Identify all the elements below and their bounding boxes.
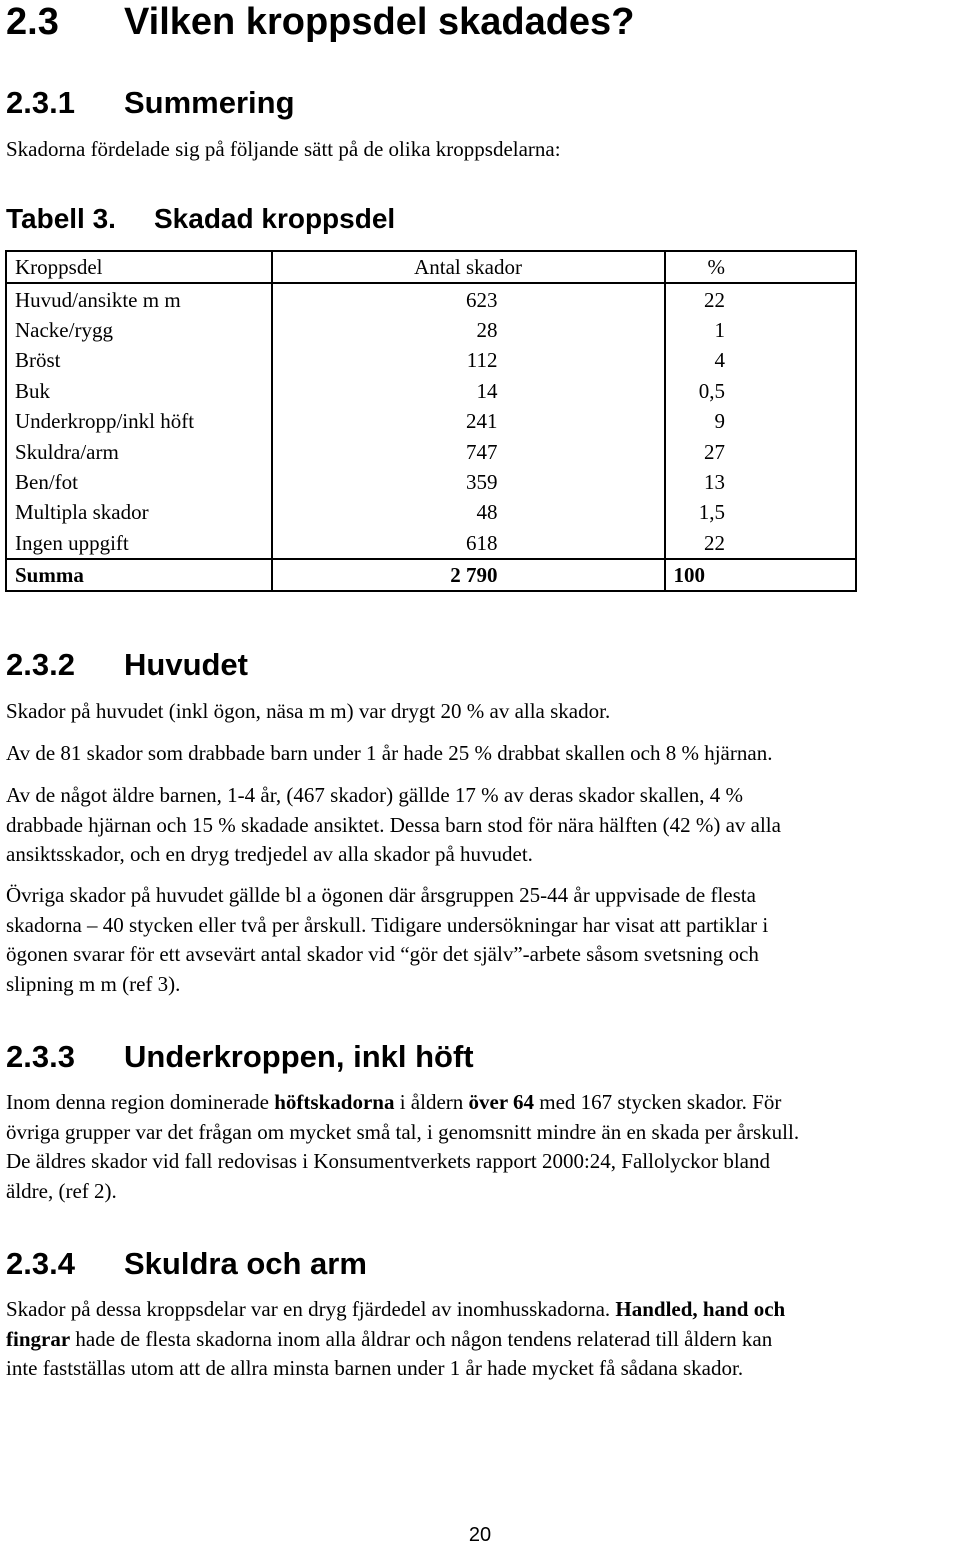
total-label: Summa xyxy=(6,559,272,591)
subsection-title: Summering xyxy=(124,85,295,120)
row-label: Huvud/ansikte m m xyxy=(6,283,272,314)
table-row xyxy=(6,345,856,375)
subsection-number: 2.3.1 xyxy=(6,85,75,120)
text-line xyxy=(6,1325,958,1355)
page-number: 20 xyxy=(468,1524,492,1546)
table-row xyxy=(6,406,856,436)
text-line: övriga grupper var det frågan om mycket små tal, i genomsnitt mindre än en skada per årskull. xyxy=(6,1119,800,1144)
text-line: Av de något äldre barnen, 1-4 år, (467 skador) gällde 17 % av deras skador skallen, 4 % xyxy=(6,783,744,807)
underkroppen-paragraph xyxy=(6,1088,958,1206)
row-percent: 13 xyxy=(704,469,725,494)
text-run: hade de flesta skadorna inom alla åldrar och någon tendens relaterad till åldern kan xyxy=(70,1326,773,1351)
text-run: i åldern xyxy=(394,1090,469,1114)
subsection-heading-skuldra xyxy=(6,1247,367,1281)
row-percent: 22 xyxy=(704,530,725,555)
text-line: äldre, (ref 2). xyxy=(6,1178,117,1203)
row-count: 623 xyxy=(272,283,665,314)
subsection-title: Underkroppen, inkl höft xyxy=(124,1039,474,1074)
row-percent: 1,5 xyxy=(698,500,725,525)
emphasis-age: över 64 xyxy=(468,1090,535,1114)
subsection-number: 2.3.3 xyxy=(6,1039,75,1074)
text-line: ögonen svarar för ett avsevärt antal skador vid “gör det själv”-arbete såsom svetsning och xyxy=(6,942,759,966)
row-percent: 22 xyxy=(704,287,725,312)
row-count: 747 xyxy=(272,436,665,466)
row-count: 112 xyxy=(272,345,665,375)
text-line: De äldres skador vid fall redovisas i Konsumentverkets rapport 2000:24, Fallolyckor bland xyxy=(6,1149,770,1173)
table-caption xyxy=(6,202,395,236)
table-caption-number: Tabell 3. xyxy=(6,203,116,234)
header-antal: Antal skador xyxy=(272,251,665,283)
row-percent: 4 xyxy=(714,348,725,373)
table-row xyxy=(6,497,856,527)
table-header-row xyxy=(6,251,856,283)
table-total-row xyxy=(6,559,856,591)
text-line: slipning m m (ref 3). xyxy=(6,971,181,996)
body-part-table xyxy=(5,250,857,592)
table-row xyxy=(6,315,856,345)
header-kroppsdel: Kroppsdel xyxy=(6,251,272,283)
emphasis-hip-injuries: höftskadorna xyxy=(274,1090,395,1114)
table-caption-title: Skadad kroppsdel xyxy=(154,203,396,234)
section-title: Vilken kroppsdel skadades? xyxy=(124,1,635,43)
summering-intro: Skadorna fördelade sig på följande sätt på de olika kroppsdelarna: xyxy=(6,137,561,161)
section-heading xyxy=(6,2,634,42)
table-row xyxy=(6,283,856,314)
text-line: inte fastställas utom att de allra minsta barnen under 1 år hade mycket få sådana skador. xyxy=(6,1356,744,1380)
huvudet-paragraph-4 xyxy=(6,881,958,999)
emphasis-fingers: fingrar xyxy=(6,1326,71,1351)
row-count: 28 xyxy=(272,315,665,345)
table-row xyxy=(6,467,856,497)
subsection-heading-underkroppen xyxy=(6,1040,474,1074)
huvudet-paragraph-3 xyxy=(6,781,958,870)
text-line xyxy=(6,1295,958,1325)
text-line: Övriga skador på huvudet gällde bl a ögonen där årsgruppen 25-44 år uppvisade de flesta xyxy=(6,883,756,907)
subsection-heading-huvudet xyxy=(6,648,248,682)
subsection-number: 2.3.2 xyxy=(6,647,75,682)
subsection-title: Huvudet xyxy=(124,647,248,682)
text-line: ansiktsskador, och en dryg tredjedel av alla skador på huvudet. xyxy=(6,842,533,866)
table-row xyxy=(6,436,856,466)
total-percent: 100 xyxy=(665,559,857,591)
text-line: skadorna – 40 stycken eller två per årskull. Tidigare undersökningar har visat att partiklar i xyxy=(6,912,769,937)
row-label: Ingen uppgift xyxy=(6,528,272,559)
huvudet-paragraph-1: Skador på huvudet (inkl ögon, näsa m m) var drygt 20 % av alla skador. xyxy=(6,699,611,723)
row-label: Underkropp/inkl höft xyxy=(6,406,272,436)
header-percent: % xyxy=(665,251,857,283)
row-label: Buk xyxy=(6,376,272,406)
row-percent: 9 xyxy=(714,409,725,434)
subsection-heading-summering xyxy=(6,86,295,120)
row-count: 359 xyxy=(272,467,665,497)
total-count: 2 790 xyxy=(272,559,665,591)
text-run: Skador på dessa kroppsdelar var en dryg fjärdedel av inomhusskadorna. xyxy=(6,1297,616,1321)
row-label: Ben/fot xyxy=(6,467,272,497)
subsection-title: Skuldra och arm xyxy=(124,1246,367,1281)
huvudet-paragraph-2: Av de 81 skador som drabbade barn under 1 år hade 25 % drabbat skallen och 8 % hjärnan. xyxy=(6,741,773,765)
row-label: Multipla skador xyxy=(6,497,272,527)
text-line xyxy=(6,1088,958,1118)
table-row xyxy=(6,528,856,559)
row-percent: 1 xyxy=(714,317,725,342)
row-label: Skuldra/arm xyxy=(6,436,272,466)
row-count: 241 xyxy=(272,406,665,436)
row-count: 48 xyxy=(272,497,665,527)
text-run: med 167 stycken skador. För xyxy=(534,1090,782,1114)
section-number: 2.3 xyxy=(6,1,59,43)
skuldra-paragraph xyxy=(6,1295,958,1384)
row-percent: 0,5 xyxy=(698,378,725,403)
row-count: 14 xyxy=(272,376,665,406)
emphasis-hand: Handled, hand och xyxy=(615,1297,786,1321)
table-row xyxy=(6,376,856,406)
row-percent: 27 xyxy=(704,439,725,464)
row-count: 618 xyxy=(272,528,665,559)
row-label: Bröst xyxy=(6,345,272,375)
subsection-number: 2.3.4 xyxy=(6,1246,75,1281)
text-run: Inom denna region dominerade xyxy=(6,1090,275,1114)
text-line: drabbade hjärnan och 15 % skadade ansiktet. Dessa barn stod för nära hälften (42 %) av alla xyxy=(6,812,781,837)
row-label: Nacke/rygg xyxy=(6,315,272,345)
